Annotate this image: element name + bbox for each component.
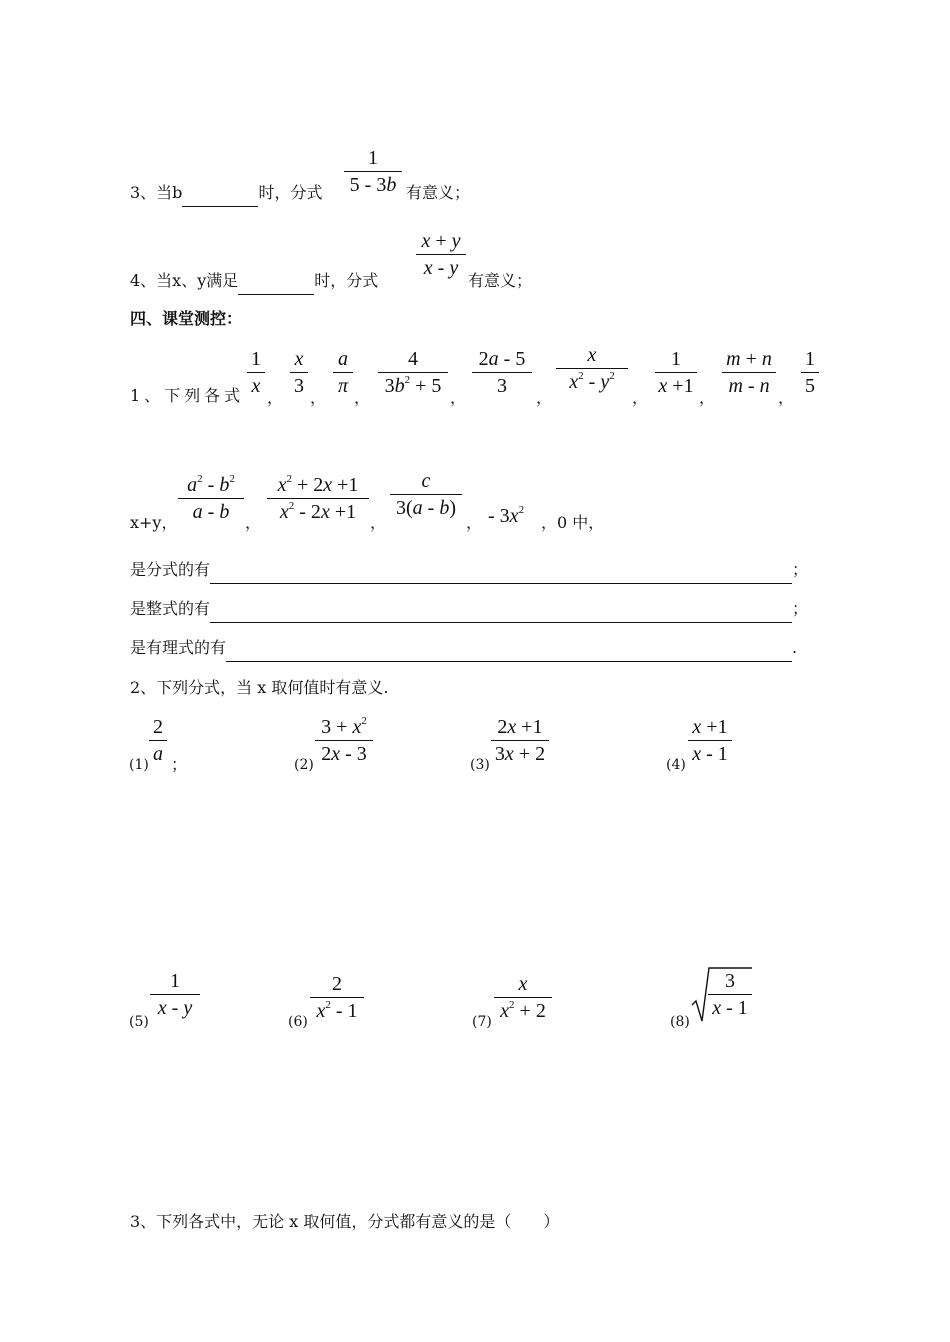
answer-rational: [130, 638, 797, 662]
comma: ，: [450, 388, 467, 407]
item-label: (3): [470, 757, 490, 773]
expr-sqrt-3-over-x-minus-1: 3 x - 1: [708, 968, 752, 1021]
item-label: (1): [129, 757, 149, 773]
q3-suffix: 有意义；: [406, 183, 471, 202]
expr-1-over-x: 1 x: [247, 346, 265, 399]
expr-1-over-x-plus-1: 1 x +1: [655, 346, 697, 399]
section-title: 四、课堂测控：: [130, 309, 243, 328]
comma: ，: [778, 388, 795, 407]
expr-4-over-3b2-plus-5: 4 $3b^2 + 5$: [378, 346, 448, 399]
answer-end: .: [792, 638, 798, 657]
expr-x2-plus-2x-plus-1-over-x2-minus-2x-plus-1: $x^2 + 2x +1$ $x^2 - 2x +1$: [267, 472, 369, 525]
expr-m-plus-n-over-m-minus-n: m + n m - n: [722, 346, 776, 399]
comma: ，: [310, 388, 327, 407]
expr-a-over-pi: a π: [333, 346, 353, 399]
comma: ，: [245, 513, 262, 532]
item-label: (4): [666, 757, 686, 773]
expr-a2-minus-b2-over-a-minus-b: $a^2 - b^2$ a - b: [178, 472, 244, 525]
expr-3-plus-x2-over-2x-minus-3: $3 + x^2$ 2x - 3: [315, 714, 373, 767]
expr-1-over-5: 1 5: [801, 346, 819, 399]
expr-c-over-3-a-minus-b: c 3(a - b): [390, 468, 462, 521]
item-label: (2): [294, 757, 314, 773]
comma: ，: [536, 388, 553, 407]
q4-fraction: x + y x - y: [416, 228, 466, 281]
p3-title: 3、下列各式中，无论 x 取何值，分式都有意义的是（ ）: [130, 1212, 560, 1231]
p2-title: 2、下列分式，当 x 取何值时有意义.: [130, 678, 389, 697]
answer-blank: [226, 641, 792, 662]
comma: ，: [632, 388, 649, 407]
expr-2-over-a: 2 a: [149, 714, 167, 767]
answer-label: 是分式的有: [130, 560, 211, 579]
item-label: (5): [129, 1014, 149, 1030]
expr-2a-minus-5-over-3: 2a - 5 3: [472, 346, 532, 399]
p1-lead: 1、下列各式: [130, 386, 245, 405]
expr-x-over-3: x 3: [290, 346, 308, 399]
answer-label: 是有理式的有: [130, 638, 227, 657]
q3-fraction: 1 5 - 3b: [344, 145, 402, 198]
q3-mid: 时，分式: [258, 183, 323, 202]
comma: ，: [370, 513, 387, 532]
q4-mid: 时，分式: [314, 271, 379, 290]
comma: ，: [699, 388, 716, 407]
item-label: (8): [670, 1014, 690, 1030]
item-suffix: ；: [171, 755, 188, 774]
answer-label: 是整式的有: [130, 599, 211, 618]
expr-1-over-x-minus-y: 1 x - y: [150, 968, 200, 1021]
item-label: (6): [288, 1014, 308, 1030]
q3-blank: [182, 186, 258, 207]
item-label: (7): [472, 1014, 492, 1030]
expr-x-over-x2-minus-y2: x $x^2 - y^2$: [556, 342, 628, 395]
q4-suffix: 有意义；: [468, 271, 533, 290]
comma: ，: [466, 513, 483, 532]
comma: ，: [354, 388, 371, 407]
expr-x-over-x2-plus-2: x $x^2 + 2$: [494, 971, 552, 1024]
p1-tail: ，0 中，: [541, 513, 605, 532]
q3-prefix: 3、当b: [130, 183, 183, 202]
expr-2x-plus-1-over-3x-plus-2: 2x +1 3x + 2: [491, 714, 549, 767]
answer-end: ；: [792, 599, 809, 618]
answer-polynomials: [130, 599, 808, 623]
comma: ，: [267, 388, 284, 407]
expr-2-over-x2-minus-1: 2 $x^2 - 1$: [310, 971, 364, 1024]
answer-blank: [210, 563, 792, 584]
question-4: [130, 271, 378, 295]
question-3: [130, 183, 322, 207]
answer-fractions: [130, 560, 808, 584]
answer-blank: [210, 602, 792, 623]
q4-prefix: 4、当x、y满足: [130, 271, 239, 290]
answer-end: ；: [792, 560, 809, 579]
expr-x-plus-1-over-x-minus-1: x +1 x - 1: [688, 714, 732, 767]
q4-blank: [238, 274, 314, 295]
p1-lead-2: x+y，: [130, 513, 178, 532]
expr-neg-3x2: - $3x^2$: [488, 504, 525, 527]
